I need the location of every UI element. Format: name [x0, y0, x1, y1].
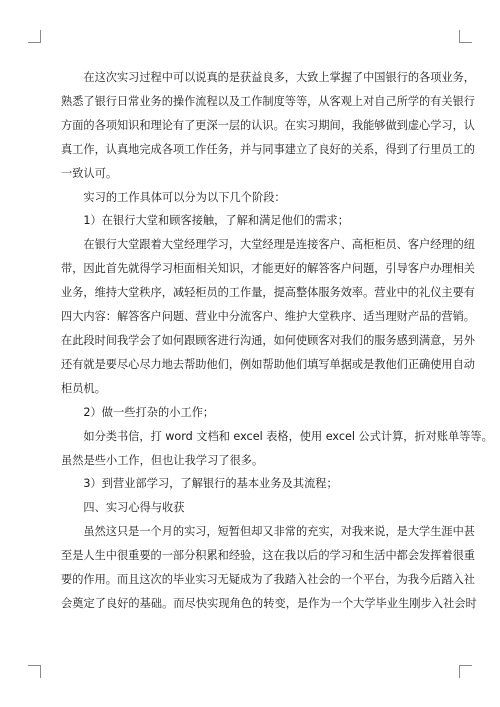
paragraph-stage-2-heading [61, 401, 439, 425]
paragraph-line: 1）在银行大堂和顾客接触，了解和满足他们的需求； [83, 214, 350, 228]
crop-mark-bottom-right [459, 665, 472, 678]
paragraph-line: 带，因此首先就得学习柜面相关知识，才能更好的解答客户问题，引导客户办理相关 [61, 262, 475, 276]
paragraph-stage-1-heading [61, 209, 439, 233]
paragraph-line: 至是人生中很重要的一部分积累和经验，这在我以后的学习和生活中都会发挥着很重 [61, 549, 475, 563]
paragraph-line: 真工作，认真地完成各项工作任务，并与同事建立了良好的关系，得到了行里员工的 [61, 142, 475, 156]
paragraph-line: 业务，维持大堂秩序，减轻柜员的工作量，提高整体服务效率。营业中的礼仪主要有 [61, 286, 475, 300]
paragraph-line: 在此段时间我学会了如何跟顾客进行沟通，如何使顾客对我们的服务感到满意，另外 [61, 333, 475, 347]
paragraph-line: 虽然是些小工作，但也让我学习了很多。 [61, 453, 264, 467]
paragraph-line: 四、实习心得与收获 [83, 501, 185, 515]
paragraph-stage-2-body [61, 425, 493, 473]
paragraph-line: 方面的各项知识和理论有了更深一层的认识。在实习期间，我能够做到虚心学习，认 [61, 118, 475, 132]
crop-mark-top-left [28, 30, 41, 43]
paragraph-line: 如分类书信，打 word 文档和 excel 表格，使用 excel 公式计算，折对账单等等。 [83, 429, 493, 443]
paragraph-stage-1-body [61, 233, 475, 400]
paragraph-stage-3-heading [61, 472, 439, 496]
paragraph-line: 还有就是要尽心尽力地去帮助他们，例如帮助他们填写单据或是教他们正确使用自动 [61, 357, 475, 371]
document-body [61, 66, 493, 616]
paragraph-line: 会奠定了良好的基础。而尽快实现角色的转变，是作为一个大学毕业生刚步入社会时 [61, 596, 477, 610]
crop-mark-top-right [459, 30, 472, 43]
paragraph-line: 要的作用。而且这次的毕业实习无疑成为了我踏入社会的一个平台，为我今后踏入社 [61, 573, 475, 587]
paragraph-line: 2）做一些打杂的小工作； [83, 405, 215, 419]
paragraph-section-4-body [61, 520, 477, 616]
paragraph-line: 在银行大堂跟着大堂经理学习，大堂经理是连接客户、高柜柜员、客户经理的纽 [83, 238, 475, 252]
paragraph-intro [61, 66, 475, 186]
crop-mark-bottom-left [28, 665, 41, 678]
paragraph-stages-intro [61, 186, 439, 210]
paragraph-line: 3）到营业部学习，了解银行的基本业务及其流程； [83, 477, 338, 491]
paragraph-line: 实习的工作具体可以分为以下几个阶段： [83, 190, 286, 204]
paragraph-line: 熟悉了银行日常业务的操作流程以及工作制度等等，从客观上对自己所学的有关银行 [61, 94, 475, 108]
paragraph-line: 四大内容：解答客户问题、营业中分流客户、维护大堂秩序、适当理财产品的营销。 [61, 310, 475, 324]
paragraph-line: 虽然这只是一个月的实习，短暂但却又非常的充实，对我来说，是大学生涯中甚 [83, 525, 475, 539]
paragraph-line: 柜员机。 [61, 381, 106, 395]
paragraph-line: 一致认可。 [61, 166, 118, 180]
paragraph-section-4-heading [61, 496, 439, 520]
paragraph-line: 在这次实习过程中可以说真的是获益良多，大致上掌握了中国银行的各项业务， [83, 71, 475, 84]
